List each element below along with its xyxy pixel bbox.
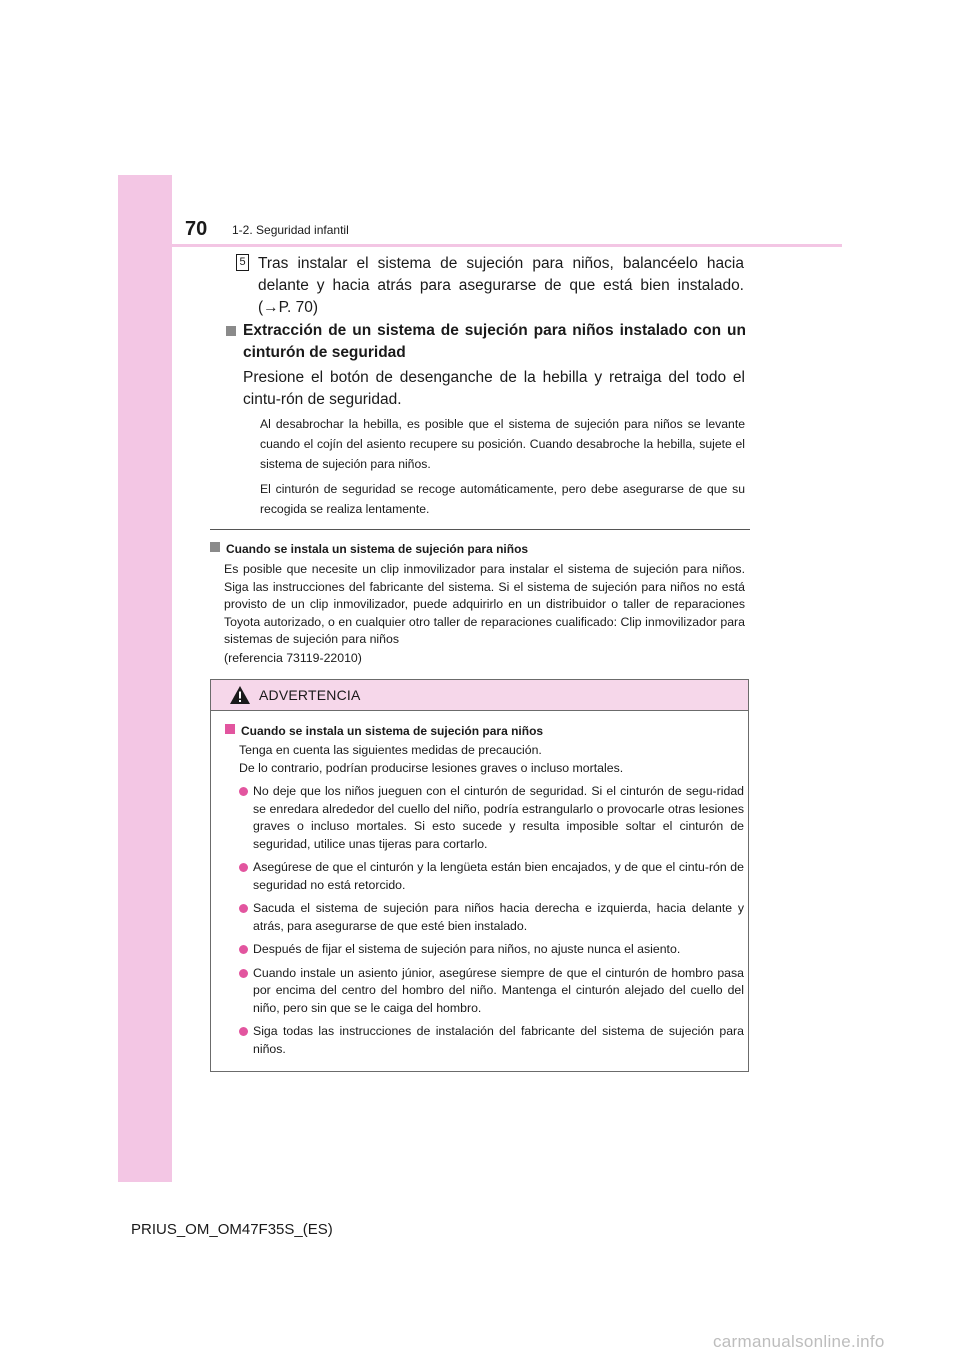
info-heading-text: Cuando se instala un sistema de sujeción para niños <box>226 542 529 556</box>
watermark: carmanualsonline.info <box>713 1332 885 1351</box>
bullet-dot-icon <box>239 863 248 872</box>
warning-bullet <box>239 783 744 853</box>
bullet-dot-icon <box>239 1027 248 1036</box>
warning-intro <box>239 742 739 777</box>
warning-bullet-text: Asegúrese de que el cinturón y la lengüeta están bien encajados, y de que el cintu-rón de seguridad no está retorcido. <box>253 860 744 892</box>
warning-subheading-text: Cuando se instala un sistema de sujeción para niños <box>241 724 544 738</box>
warning-subheading <box>225 724 543 738</box>
step-text: Tras instalar el sistema de sujeción para niños, balancéelo hacia delante y hacia atrás para asegurarse de que está bien instalado. (→P. 70) <box>258 255 744 316</box>
warning-bullet-list <box>239 783 744 1064</box>
warning-label: ADVERTENCIA <box>259 687 361 703</box>
warning-bullet <box>239 900 744 935</box>
bullet-dot-icon <box>239 787 248 796</box>
warning-bullet <box>239 941 744 959</box>
warning-bullet-text: Cuando instale un asiento júnior, asegúrese siempre de que el cinturón de hombro pasa por encima del centro del hombro del niño. Mantenga el cinturón alejado del cuello del niño, pero sin que se le caiga del hombro. <box>253 965 744 1015</box>
info-body: Es posible que necesite un clip inmovilizador para instalar el sistema de sujeción para niños. Siga las instrucciones del fabricante del sistema. Si el sistema de sujeción para niños no está provisto de un clip inmovilizador, puede adquirirlo en un distribuidor o taller de reparaciones Toyota autorizado, o en cualquier otro taller de reparaciones cualificado: Clip inmovilizador para sistemas de sujeción para niños <box>224 562 745 646</box>
warning-bullet <box>239 859 744 894</box>
info-reference: (referencia 73119-22010) <box>224 651 362 665</box>
warning-header <box>211 680 748 711</box>
warning-intro-line-1: Tenga en cuenta las siguientes medidas de precaución. <box>239 743 542 757</box>
removal-note-2: El cinturón de seguridad se recoge automáticamente, pero debe asegurarse de que su recogida se realiza lentamente. <box>260 482 745 516</box>
chapter-side-band <box>118 175 172 1182</box>
warning-bullet <box>239 965 744 1018</box>
section-divider <box>210 529 750 530</box>
warning-bullet-text: No deje que los niños jueguen con el cinturón de seguridad. Si el cinturón de segu-ridad se enredara alrededor del cuello del niño, podría estrangularlo o provocarle otras lesiones graves o incluso mortales. Si esto sucede y resulta imposible soltar el cinturón de seguridad, utilice unas tijeras para cortarlo. <box>253 784 744 851</box>
warning-triangle-icon <box>229 685 251 705</box>
removal-note-1: Al desabrochar la hebilla, es posible que el sistema de sujeción para niños se levante cuando el cojín del asiento recupere su posición. Cuando desabroche la hebilla, sujete el sistema de sujeción para niños. <box>260 417 745 471</box>
bullet-dot-icon <box>239 969 248 978</box>
warning-bullet-text: Siga todas las instrucciones de instalación del fabricante del sistema de sujeción para niños. <box>253 1024 744 1056</box>
warning-intro-line-2: De lo contrario, podrían producirse lesiones graves o incluso mortales. <box>239 760 624 775</box>
section-title: 1-2. Seguridad infantil <box>232 223 349 237</box>
warning-bullet <box>239 1023 744 1058</box>
step-number-badge: 5 <box>236 254 249 271</box>
warning-bullet-text: Después de fijar el sistema de sujeción para niños, no ajuste nunca el asiento. <box>253 942 681 956</box>
square-marker-icon <box>226 326 236 336</box>
removal-instruction: Presione el botón de desenganche de la hebilla y retraiga del todo el cintu-rón de seguridad. <box>243 369 745 408</box>
square-marker-icon <box>225 724 235 734</box>
header-rule <box>118 244 842 247</box>
removal-heading <box>226 320 746 364</box>
warning-box <box>210 679 749 1072</box>
bullet-dot-icon <box>239 945 248 954</box>
warning-bullet-text: Sacuda el sistema de sujeción para niños hacia derecha e izquierda, hacia delante y atrás, para asegurarse de que esté bien instalado. <box>253 901 744 933</box>
removal-heading-text: Extracción de un sistema de sujeción para niños instalado con un cinturón de seguridad <box>243 322 746 361</box>
page-number: 70 <box>185 218 208 240</box>
bullet-dot-icon <box>239 904 248 913</box>
document-code: PRIUS_OM_OM47F35S_(ES) <box>131 1221 333 1238</box>
square-marker-icon <box>210 542 220 552</box>
info-heading <box>210 542 528 556</box>
